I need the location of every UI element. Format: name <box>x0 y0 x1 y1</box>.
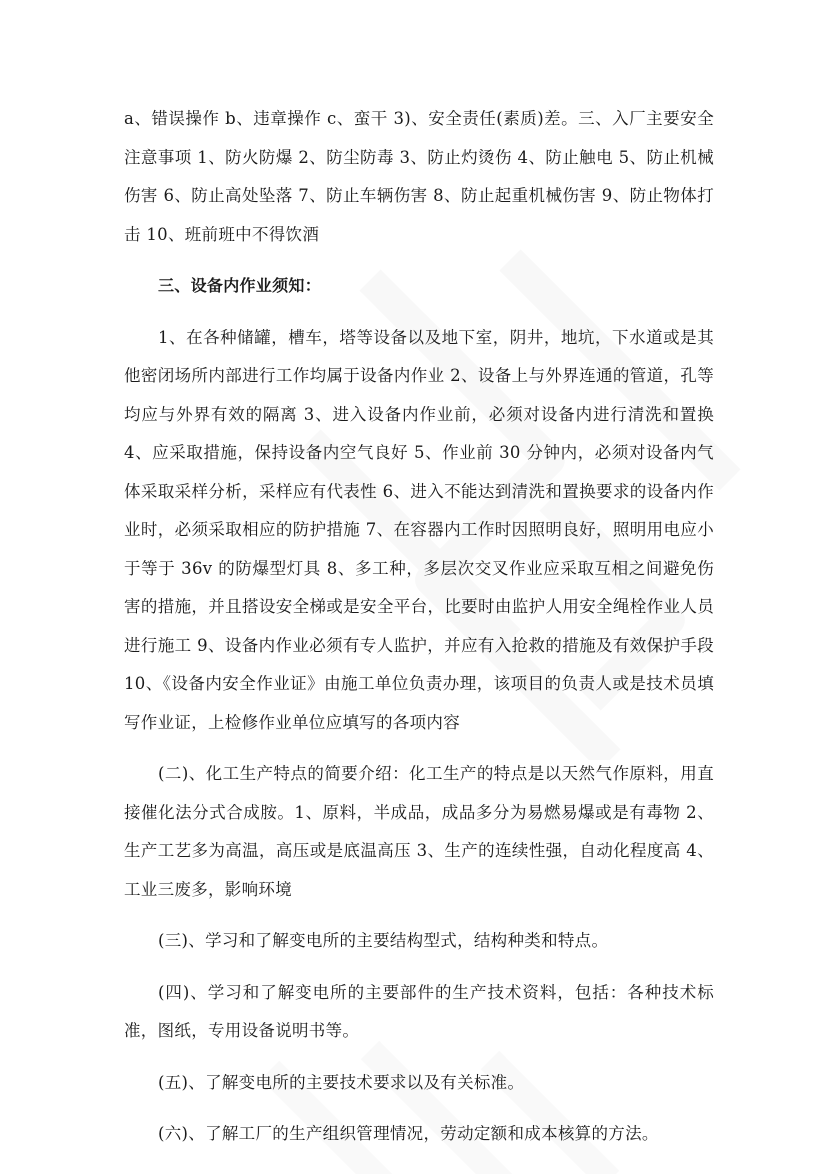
paragraph-production-management: (六)、了解工厂的生产组织管理情况，劳动定额和成本核算的方法。 <box>158 1124 659 1143</box>
document-body <box>124 100 714 1154</box>
paragraph-substation-components: (四)、学习和了解变电所的主要部件的生产技术资料，包括：各种技术标准，图纸，专用设备说明书等。 <box>124 982 714 1040</box>
paragraph-technical-requirements: (五)、了解变电所的主要技术要求以及有关标准。 <box>158 1072 525 1092</box>
paragraph-chemical-production: (二)、化工生产特点的简要介绍：化工生产的特点是以天然气作原料，用直接催化法分式合成胺。1、原料，半成品，成品多分为易燃易爆或是有毒物 2、生产工艺多为高温，高压或是底温高压 3、生产的连续性强，自动化程度高 4、工业三废多，影响环境 <box>124 764 714 899</box>
section-heading-equipment-work: 三、设备内作业须知： <box>158 276 322 295</box>
paragraph-safety-notes: a、错误操作 b、违章操作 c、蛮干 3)、安全责任(素质)差。三、入厂主要安全注意事项 1、防火防爆 2、防尘防毒 3、防止灼烫伤 4、防止触电 5、防止机械伤害 6、防止高处坠落 7、防止车辆伤害 8、防止起重机械伤害 9、防止物体打击 10、班前班中不得饮酒 <box>124 109 714 244</box>
paragraph-substation-structure: (三)、学习和了解变电所的主要结构型式，结构种类和特点。 <box>158 931 609 950</box>
paragraph-equipment-rules: 1、在各种储罐，槽车，塔等设备以及地下室，阴井，地坑，下水道或是其他密闭场所内部进行工作均属于设备内作业 2、设备上与外界连通的管道，孔等均应与外界有效的隔离 3、进入设备内作业前，必须对设备内进行清洗和置换 4、应采取措施，保持设备内空气良好 5、作业前 30 分钟内，必须对设备内气体采取采样分析，采样应有代表性 6、进入不能达到清洗和置换要求的设备内作业时，必须采取相应的防护措施 7、在容器内工作时因照明良好，照明用电应小于等于 36v 的防爆型灯具 8、多工种，多层次交叉作业应采取互相之间避免伤害的措施，并且搭设安全梯或是安全平台，比要时由监护人用安全绳栓作业人员进行施工 9、设备内作业必须有专人监护，并应有入抢救的措施及有效保护手段 10、《设备内安全作业证》由施工单位负责办理，该项目的负责人或是技术员填写作业证，上检修作业单位应填写的各项内容 <box>124 327 714 732</box>
